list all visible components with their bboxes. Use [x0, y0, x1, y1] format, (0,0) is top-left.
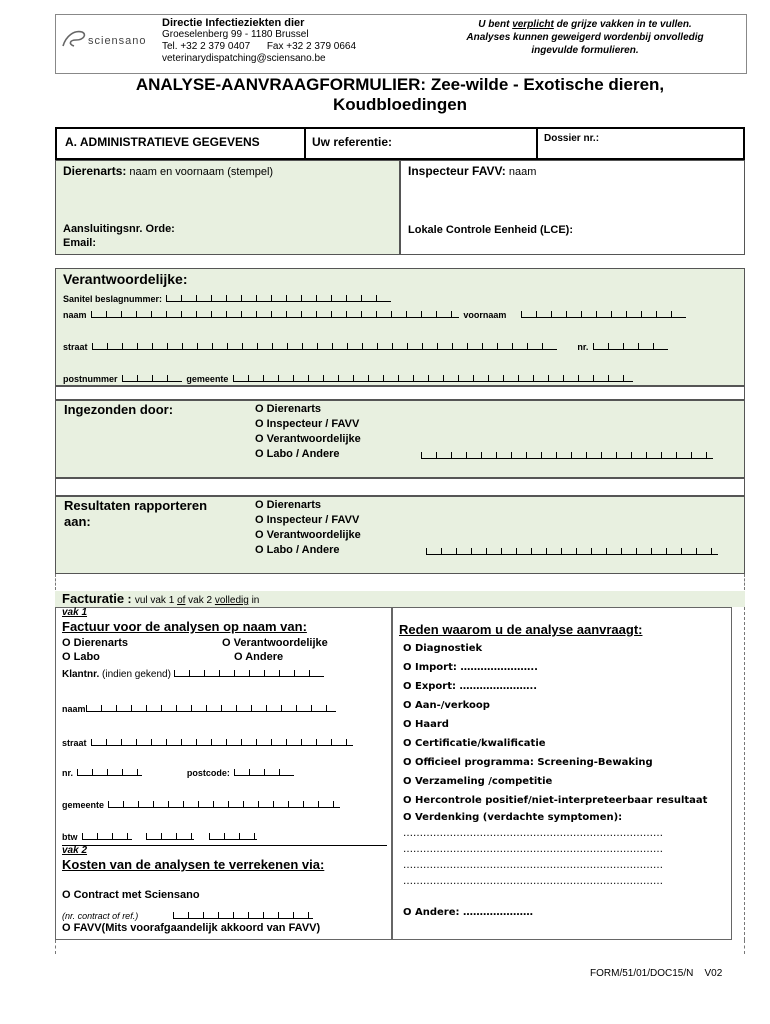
department-name: Directie Infectieziekten dier: [162, 17, 305, 29]
logo-text: sciensano: [88, 35, 147, 47]
reasons-list: [403, 639, 733, 890]
sent-by-section: [55, 400, 745, 478]
reason-andere[interactable]: O Andere: …………………: [403, 907, 533, 918]
dashed-gap: [55, 574, 745, 590]
sent-by-option-responsible[interactable]: O Verantwoordelijke: [255, 433, 361, 445]
sciensano-logo: [60, 28, 152, 50]
vak1-label: vak 1: [62, 607, 88, 618]
symptoms-line-2[interactable]: ……………………………………………………………………: [403, 844, 663, 855]
naam-input[interactable]: [91, 306, 459, 318]
report-to-section: [55, 496, 745, 574]
order-number-label: Aansluitingsnr. Orde:: [63, 223, 175, 235]
postnummer-input[interactable]: [122, 370, 182, 382]
sanitel-label: Sanitel beslagnummer:: [63, 294, 163, 304]
vak2-label: vak 2: [62, 845, 88, 856]
contract-number-input[interactable]: [173, 907, 313, 919]
address-line: Groeselenberg 99 - 1180 Brussel: [162, 29, 309, 40]
vak1-naam-input[interactable]: [86, 700, 336, 712]
sanitel-input[interactable]: [166, 290, 391, 302]
nr-label: nr.: [577, 342, 589, 352]
reason-hercontrole[interactable]: O Hercontrole positief/niet-interpreteerbaar resultaat: [403, 795, 708, 806]
spacer-row: [55, 478, 745, 496]
bottom-dashed-left: [55, 940, 56, 954]
client-number-input[interactable]: [174, 665, 324, 677]
postnummer-label: postnummer: [63, 374, 118, 384]
billing-header: Facturatie : vul vak 1 of vak 2 volledig in: [55, 591, 745, 607]
sent-by-option-vet[interactable]: O Dierenarts: [255, 403, 322, 415]
symptoms-line-3[interactable]: ……………………………………………………………………: [403, 860, 663, 871]
straat-label: straat: [63, 342, 88, 352]
sent-by-option-inspector[interactable]: O Inspecteur / FAVV: [255, 418, 360, 430]
mandatory-notice: U bent verplicht de grijze vakken in te vullen. Analyses kunnen geweigerd wordenbij onvolledig ingevulde formulieren.: [466, 19, 704, 56]
vak1-postcode-input[interactable]: [234, 764, 294, 776]
gemeente-input[interactable]: [233, 370, 633, 382]
nr-input[interactable]: [593, 338, 668, 350]
vak1-option-other[interactable]: O Andere: [234, 651, 284, 663]
vak1-title: Factuur voor de analysen op naam van:: [62, 619, 307, 634]
vak1-option-responsible[interactable]: O Verantwoordelijke: [222, 637, 328, 649]
voornaam-label: voornaam: [463, 310, 507, 320]
right-edge-dashed: [744, 607, 745, 940]
naam-label: naam: [63, 310, 87, 320]
vet-field[interactable]: Dierenarts: naam en voornaam (stempel) Aansluitingsnr. Orde: Email:: [55, 160, 400, 255]
spacer-row: [55, 386, 745, 400]
reason-certificatie[interactable]: O Certificatie/kwalificatie: [403, 738, 546, 749]
vak2-title: Kosten van de analysen te verrekenen via:: [62, 857, 325, 872]
vak1-option-vet[interactable]: O Dierenarts: [62, 637, 129, 649]
bottom-dashed-right: [744, 940, 745, 954]
voornaam-input[interactable]: [521, 306, 686, 318]
reason-haard[interactable]: O Haard: [403, 719, 449, 730]
vak1-nr-input[interactable]: [77, 764, 142, 776]
gemeente-label: gemeente: [186, 374, 229, 384]
reason-aan-verkoop[interactable]: O Aan-/verkoop: [403, 700, 490, 711]
report-labo-input[interactable]: [426, 543, 718, 555]
btw-input-3[interactable]: [209, 828, 257, 840]
reason-verdenking[interactable]: O Verdenking (verdachte symptomen):: [403, 812, 623, 823]
vak1-gemeente-input[interactable]: [108, 796, 340, 808]
report-option-vet[interactable]: O Dierenarts: [255, 499, 322, 511]
reason-import[interactable]: O Import: …………………..: [403, 662, 538, 673]
lce-label: Lokale Controle Eenheid (LCE):: [408, 224, 574, 236]
email-line: veterinarydispatching@sciensano.be: [162, 53, 326, 64]
reference-field[interactable]: Uw referentie:: [306, 127, 538, 160]
responsible-title: Verantwoordelijke:: [63, 271, 188, 287]
contract-option[interactable]: O Contract met Sciensano: [62, 889, 200, 901]
report-option-labo[interactable]: O Labo / Andere: [255, 544, 340, 556]
btw-input-2[interactable]: [146, 828, 194, 840]
vak1-option-labo[interactable]: O Labo: [62, 651, 100, 663]
reason-verzameling[interactable]: O Verzameling /competitie: [403, 776, 553, 787]
reason-officieel-programma[interactable]: O Officieel programma: Screening-Bewaking: [403, 757, 653, 768]
form-code: FORM/51/01/DOC15/N V02: [590, 968, 723, 979]
report-to-title: Resultaten rapporteren aan:: [64, 498, 208, 529]
logo-swirl-icon: [60, 28, 90, 50]
report-option-inspector[interactable]: O Inspecteur / FAVV: [255, 514, 360, 526]
vak2-divider: [62, 845, 387, 846]
btw-input-1[interactable]: [82, 828, 132, 840]
phone-fax-line: Tel. +32 2 379 0407 Fax +32 2 379 0664: [162, 41, 357, 52]
report-option-responsible[interactable]: O Verantwoordelijke: [255, 529, 361, 541]
symptoms-line-4[interactable]: ……………………………………………………………………: [403, 876, 663, 887]
sent-by-option-labo[interactable]: O Labo / Andere: [255, 448, 340, 460]
reasons-title: Reden waarom u de analyse aanvraagt:: [399, 622, 643, 637]
sent-by-title: Ingezonden door:: [64, 402, 174, 417]
straat-input[interactable]: [92, 338, 557, 350]
sent-by-labo-input[interactable]: [421, 447, 713, 459]
email-label: Email:: [63, 237, 97, 249]
responsible-section: [55, 268, 745, 386]
vak1-straat-input[interactable]: [91, 734, 353, 746]
favv-option[interactable]: O FAVV(Mits voorafgaandelijk akkoord van FAVV): [62, 922, 321, 934]
dossier-field[interactable]: Dossier nr.:: [538, 127, 745, 160]
symptoms-line-1[interactable]: ……………………………………………………………………: [403, 828, 663, 839]
admin-section-header: A. ADMINISTRATIEVE GEGEVENS: [55, 127, 306, 160]
reason-export[interactable]: O Export: …………………..: [403, 681, 538, 692]
lab-address: [162, 17, 356, 65]
reason-diagnostiek[interactable]: O Diagnostiek: [403, 643, 483, 654]
inspector-field[interactable]: Inspecteur FAVV: naam Lokale Controle Eenheid (LCE):: [400, 160, 745, 255]
form-title: ANALYSE-AANVRAAGFORMULIER: Zee-wilde - Exotische dieren, Koudbloedingen: [135, 75, 665, 114]
